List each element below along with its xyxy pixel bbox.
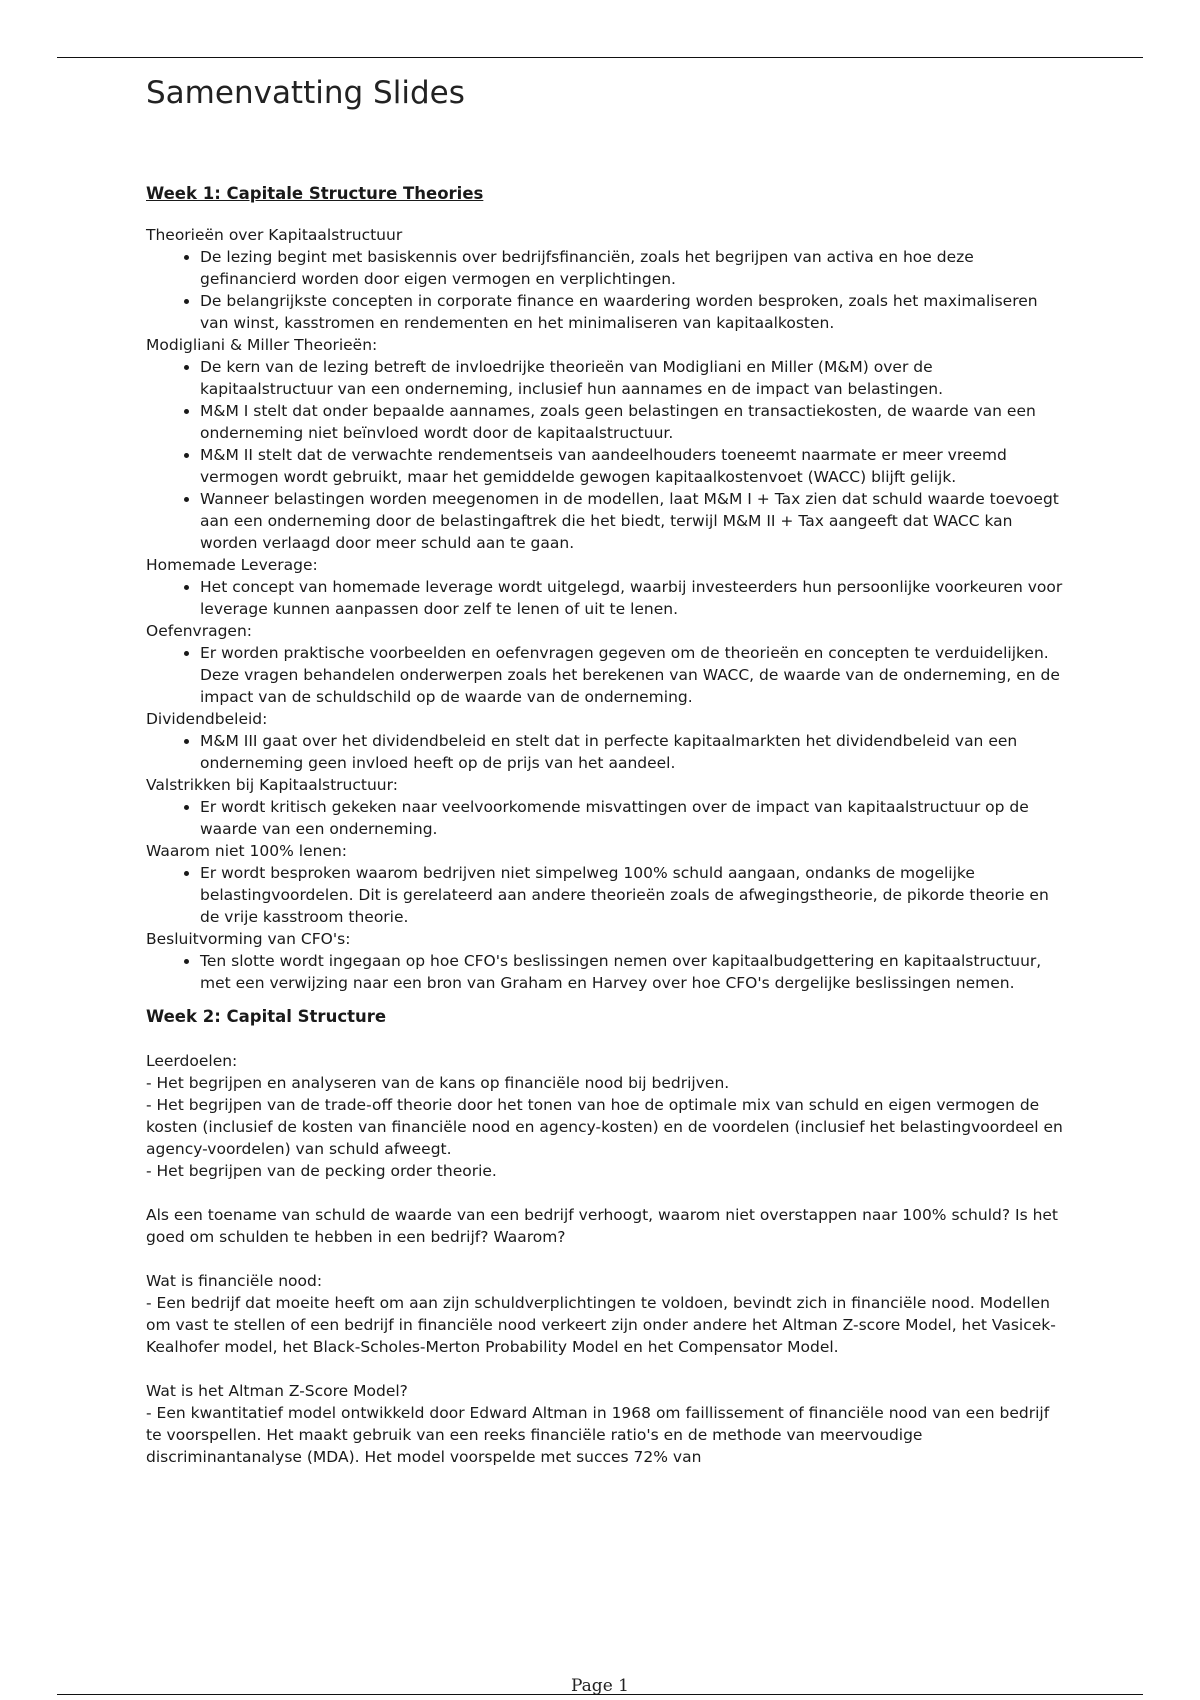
bullet-item: • De kern van de lezing betreft de invloedrijke theorieën van Modigliani en Miller (M&M) over de kapitaalstructuur van een onderneming, inclusief hun aannames en de impact van belastingen. (200, 356, 1066, 400)
page-content (146, 72, 1066, 1468)
bullet-item: • Er wordt kritisch gekeken naar veelvoorkomende misvattingen over de impact van kapitaalstructuur op de waarde van een onderneming. (200, 796, 1066, 840)
bullet-item: • M&M II stelt dat de verwachte rendementseis van aandeelhouders toeneemt naarmate er meer vreemd vermogen wordt gebruikt, maar het gemiddelde gewogen kapitaalkostenvoet (WACC) blijft gelijk. (200, 444, 1066, 488)
week2-heading: Week 2: Capital Structure (146, 1007, 387, 1026)
bullet-item: • Er wordt besproken waarom bedrijven niet simpelweg 100% schuld aangaan, ondanks de mogelijke belastingvoordelen. Dit is gerelateerd aan andere theorieën zoals de afwegingstheorie, de pikorde theorie en de vrije kasstroom theorie. (200, 862, 1066, 928)
bullet-item: • Het concept van homemade leverage wordt uitgelegd, waarbij investeerders hun persoonlijke voorkeuren voor leverage kunnen aanpassen door zelf te lenen of uit te lenen. (200, 576, 1066, 620)
bullet-item: • M&M I stelt dat onder bepaalde aannames, zoals geen belastingen en transactiekosten, de waarde van een onderneming niet beïnvloed wordt door de kapitaalstructuur. (200, 400, 1066, 444)
document-title: Samenvatting Slides (146, 75, 465, 111)
week1-heading: Week 1: Capitale Structure Theories (146, 184, 484, 203)
bullet-list (146, 246, 1066, 334)
page-number: Page 1 (571, 1676, 629, 1696)
altman-text: - Een kwantitatief model ontwikkeld door Edward Altman in 1968 om faillissement of financiële nood van een bedrijf te voorspellen. Het maakt gebruik van een reeks financiële ratio's en de methode van meervoudige discriminantanalyse (MDA). Het model voorspelde met succes 72% van (146, 1404, 1050, 1466)
bottom-rule (57, 1694, 1143, 1695)
leerdoel-line: - Het begrijpen van de trade-off theorie door het tonen van hoe de optimale mix van schuld en eigen vermogen de kosten (inclusief de kosten van financiële nood en agency-kosten) en de voordelen (inclusief het belastingvoordeel en agency-voordelen) van schuld afweegt. (146, 1096, 1063, 1158)
bullet-item: • De belangrijkste concepten in corporate finance en waardering worden besproken, zoals het maximaliseren van winst, kasstromen en rendementen en het minimaliseren van kapitaalkosten. (200, 290, 1066, 334)
bullet-item: • De lezing begint met basiskennis over bedrijfsfinanciën, zoals het begrijpen van activa en hoe deze gefinancierd worden door eigen vermogen en verplichtingen. (200, 246, 1066, 290)
section-heading: Besluitvorming van CFO's: (146, 930, 351, 948)
bullet-item: • Wanneer belastingen worden meegenomen in de modellen, laat M&M I + Tax zien dat schuld waarde toevoegt aan een onderneming door de belastingaftrek die het biedt, terwijl M&M II + Tax aangeeft dat WACC kan worden verlaagd door meer schuld aan te gaan. (200, 488, 1066, 554)
week1-body (146, 224, 1066, 994)
leerdoelen-heading: Leerdoelen: (146, 1052, 238, 1070)
nood-text: - Een bedrijf dat moeite heeft om aan zijn schuldverplichtingen te voldoen, bevindt zich in financiële nood. Modellen om vast te stellen of een bedrijf in financiële nood verkeert zijn onder andere het Altman Z-score Model, het Vasicek-Kealhofer model, het Black-Scholes-Merton Probability Model en het Compensator Model. (146, 1294, 1056, 1356)
bullet-list (146, 356, 1066, 554)
section-heading: Valstrikken bij Kapitaalstructuur: (146, 776, 398, 794)
week2-body (146, 1050, 1066, 1468)
question-paragraph: Als een toename van schuld de waarde van een bedrijf verhoogt, waarom niet overstappen naar 100% schuld? Is het goed om schulden te hebben in een bedrijf? Waarom? (146, 1206, 1059, 1246)
bullet-list (146, 576, 1066, 620)
bullet-item: • Er worden praktische voorbeelden en oefenvragen gegeven om de theorieën en concepten te verduidelijken. Deze vragen behandelen onderwerpen zoals het berekenen van WACC, de waarde van de onderneming, en de impact van de schuldschild op de waarde van de onderneming. (200, 642, 1066, 708)
leerdoel-line: - Het begrijpen van de pecking order theorie. (146, 1162, 497, 1180)
bullet-list (146, 796, 1066, 840)
nood-heading: Wat is financiële nood: (146, 1272, 323, 1290)
bullet-item: • M&M III gaat over het dividendbeleid en stelt dat in perfecte kapitaalmarkten het dividendbeleid van een onderneming geen invloed heeft op de prijs van het aandeel. (200, 730, 1066, 774)
altman-heading: Wat is het Altman Z-Score Model? (146, 1382, 408, 1400)
section-heading: Modigliani & Miller Theorieën: (146, 336, 378, 354)
bullet-list (146, 642, 1066, 708)
bullet-list (146, 862, 1066, 928)
section-heading: Dividendbeleid: (146, 710, 268, 728)
section-heading: Homemade Leverage: (146, 556, 318, 574)
section-heading: Theorieën over Kapitaalstructuur (146, 226, 403, 244)
top-rule (57, 57, 1143, 58)
bullet-item: • Ten slotte wordt ingegaan op hoe CFO's beslissingen nemen over kapitaalbudgettering en kapitaalstructuur, met een verwijzing naar een bron van Graham en Harvey over hoe CFO's dergelijke beslissingen nemen. (200, 950, 1066, 994)
leerdoel-line: - Het begrijpen en analyseren van de kans op financiële nood bij bedrijven. (146, 1074, 730, 1092)
section-heading: Waarom niet 100% lenen: (146, 842, 348, 860)
section-heading: Oefenvragen: (146, 622, 253, 640)
bullet-list (146, 730, 1066, 774)
bullet-list (146, 950, 1066, 994)
